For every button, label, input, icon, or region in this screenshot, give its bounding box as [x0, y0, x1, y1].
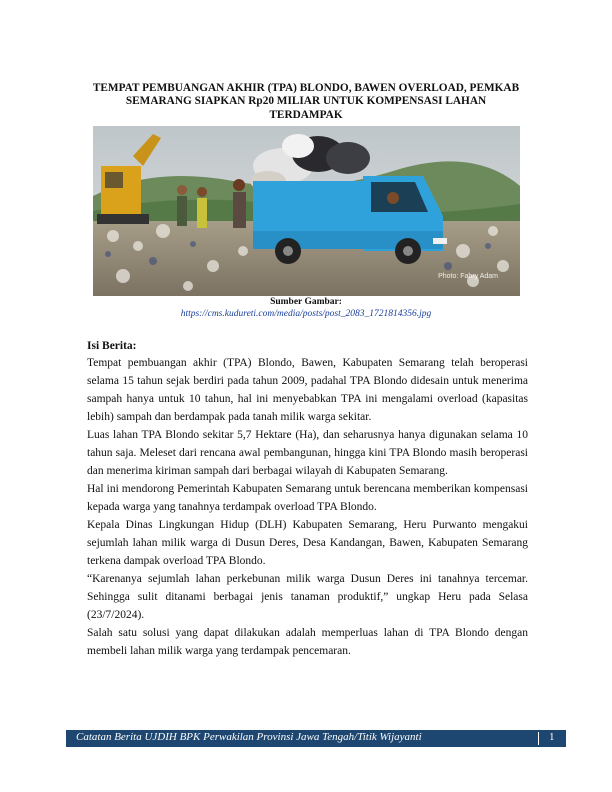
news-photo: [93, 126, 520, 296]
footer-divider: [538, 732, 539, 745]
paragraph: Kepala Dinas Lingkungan Hidup (DLH) Kabupaten Semarang, Heru Purwanto mengakui sejumlah lahan milik warga di Dusun Deres, Desa Kandangan, Bawen, Kabupaten Semarang terkena dampak overload TPA Blondo.: [87, 519, 528, 567]
photo-credit: Photo: Fahry Adam: [438, 273, 498, 280]
paragraph: Salah satu solusi yang dapat dilakukan adalah memperluas lahan di TPA Blondo dengan membeli lahan milik warga yang terdampak pencemaran.: [87, 627, 528, 657]
paragraph: Luas lahan TPA Blondo sekitar 5,7 Hektare (Ha), dan seharusnya hanya digunakan selama 10 tahun saja. Meleset dari rencana awal pembangunan, hingga kini TPA Blondo masih beroperasi dan menerima kiriman sampah dari berbagai wilayah di Kabupaten Semarang.: [87, 429, 528, 477]
page-footer: [66, 730, 566, 747]
paragraph: Tempat pembuangan akhir (TPA) Blondo, Bawen, Kabupaten Semarang telah beroperasi selama 15 tahun sejak berdiri pada tahun 2009, padahal TPA Blondo didesain untuk menerima sampah hanya untuk 10 tahun, hal ini menyebabkan TPA ini mengalami overload (kapasitas lebih) sampah dan berdampak pada tanah milik warga sekitar.: [87, 357, 528, 423]
landfill-scene-image: [93, 126, 520, 296]
article-title: TEMPAT PEMBUANGAN AKHIR (TPA) BLONDO, BAWEN OVERLOAD, PEMKAB SEMARANG SIAPKAN Rp20 MILIAR UNTUK KOMPENSASI LAHAN TERDAMPAK: [92, 82, 520, 121]
section-heading: Isi Berita:: [87, 340, 137, 352]
image-source-label: Sumber Gambar:: [270, 297, 342, 307]
footer-text: Catatan Berita UJDIH BPK Perwakilan Provinsi Jawa Tengah/Titik Wijayanti: [76, 731, 422, 743]
paragraph: Hal ini mendorong Pemerintah Kabupaten Semarang untuk berencana memberikan kompensasi kepada warga yang tanahnya terdampak overload TPA Blondo.: [87, 483, 528, 513]
page-number: 1: [549, 731, 555, 743]
paragraph: “Karenanya sejumlah lahan perkebunan milik warga Dusun Deres ini tanahnya tercemar. Sehingga sulit ditanami berbagai jenis tanaman produktif,” ungkap Heru pada Selasa (23/7/2024).: [87, 573, 528, 621]
article-body: [87, 354, 528, 660]
image-source-link[interactable]: https://cms.kudureti.com/media/posts/post_2083_1721814356.jpg: [180, 309, 432, 319]
